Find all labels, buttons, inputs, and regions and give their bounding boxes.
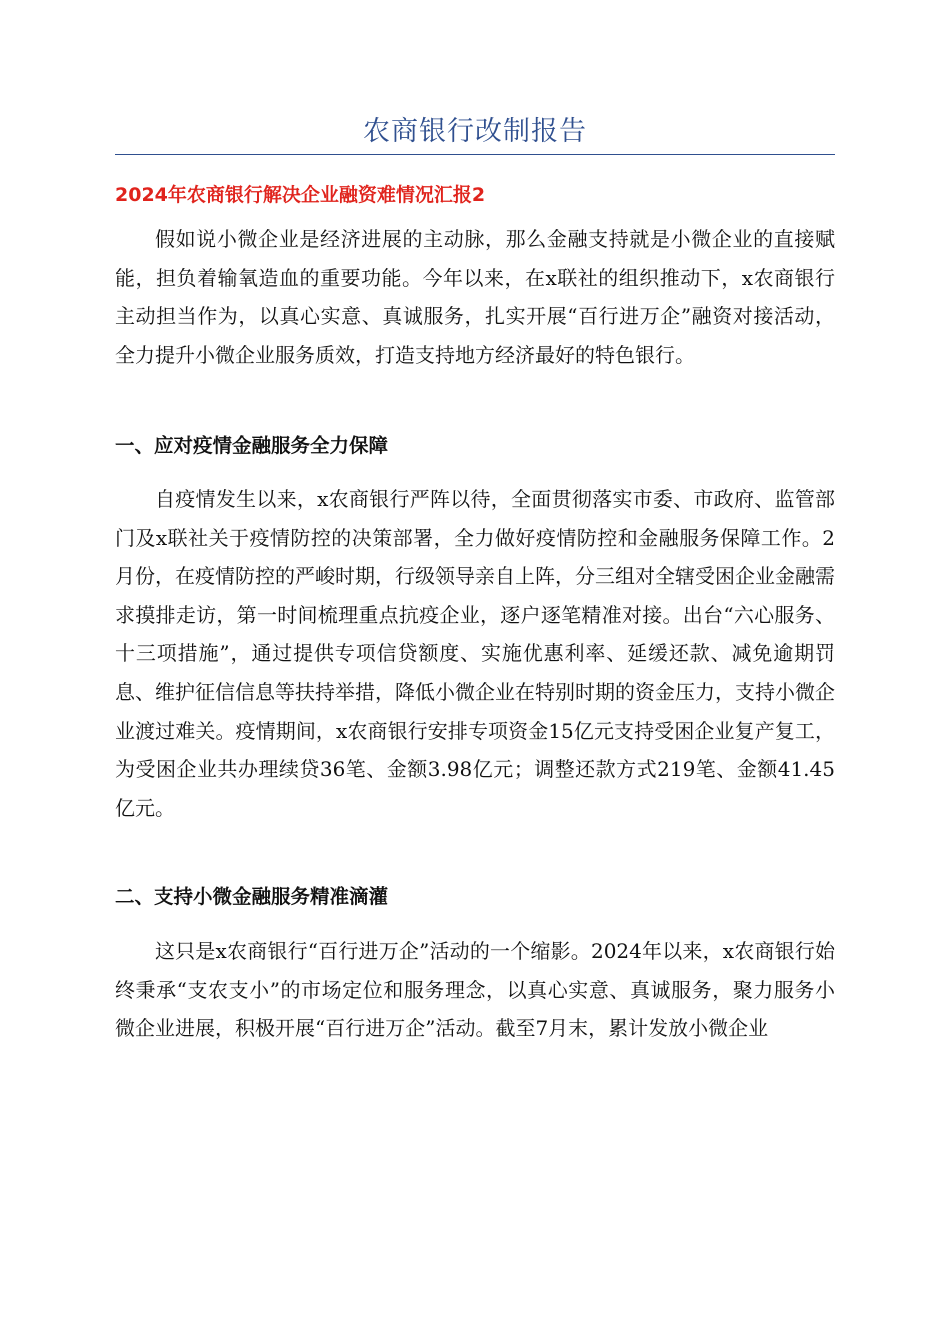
section-paragraph-2: 这只是x农商银行“百行进万企”活动的一个缩影。2024年以来，x农商银行始终秉承“支农支小”的市场定位和服务理念，以真心实意、真诚服务，聚力服务小微企业进展，积极开展“百行进万企”活动。截至7月末，累计发放小微企业 — [115, 939, 835, 1041]
section-paragraph-1: 自疫情发生以来，x农商银行严阵以待，全面贯彻落实市委、市政府、监管部门及x联社关于疫情防控的决策部署，全力做好疫情防控和金融服务保障工作。2月份，在疫情防控的严峻时期，行级领导亲自上阵，分三组对全辖受困企业金融需求摸排走访，第一时间梳理重点抗疫企业，逐户逐笔精准对接。出台“六心服务、十三项措施”，通过提供专项信贷额度、实施优惠利率、延缓还款、减免逾期罚息、维护征信信息等扶持举措，降低小微企业在特别时期的资金压力，支持小微企业渡过难关。疫情期间，x农商银行安排专项资金15亿元支持受困企业复产复工，为受困企业共办理续贷36笔、金额3.98亿元；调整还款方式219笔、金额41.45亿元。 — [115, 487, 835, 820]
intro-paragraph: 假如说小微企业是经济进展的主动脉，那么金融支持就是小微企业的直接赋能，担负着输氧造血的重要功能。今年以来，在x联社的组织推动下，x农商银行主动担当作为，以真心实意、真诚服务，扎实开展“百行进万企”融资对接活动，全力提升小微企业服务质效，打造支持地方经济最好的特色银行。 — [115, 227, 835, 367]
section-heading-1: 一、应对疫情金融服务全力保障 — [115, 434, 389, 457]
document-header: 农商银行改制报告 — [363, 116, 587, 147]
header-divider — [115, 154, 835, 155]
report-title: 2024年农商银行解决企业融资难情况汇报2 — [115, 184, 486, 206]
section-heading-2: 二、支持小微金融服务精准滴灌 — [115, 885, 389, 908]
